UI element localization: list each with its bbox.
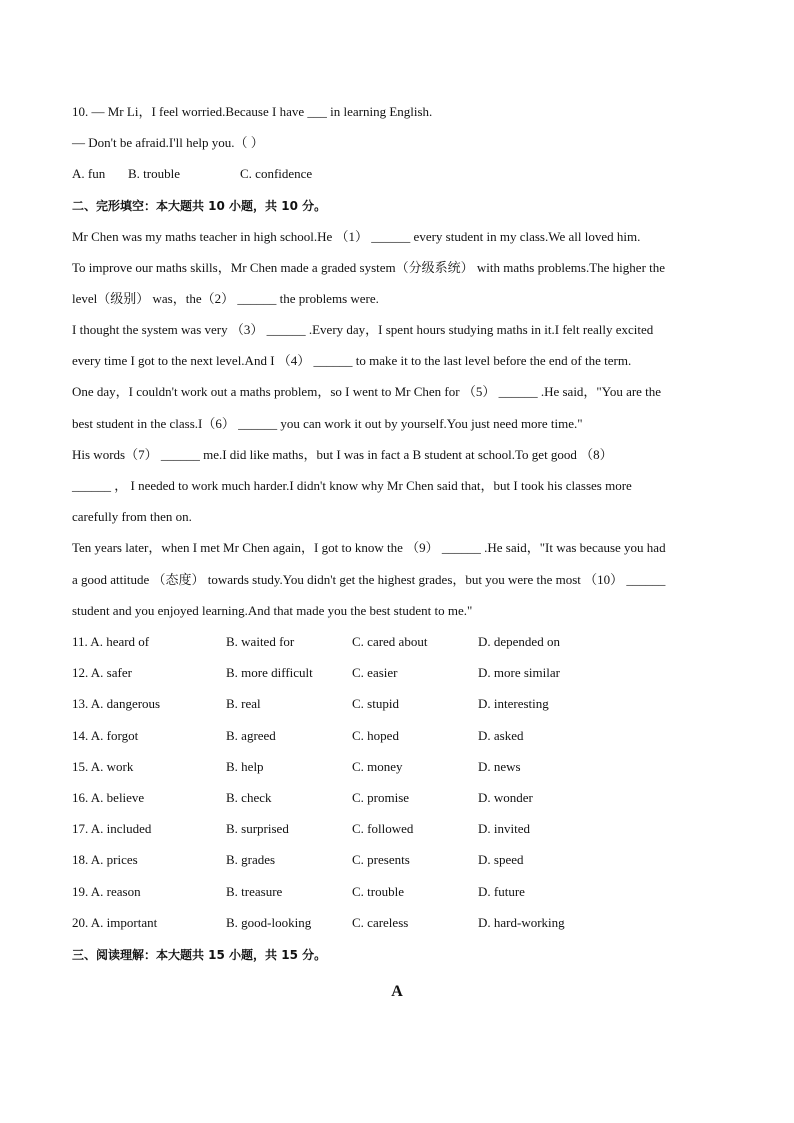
option-b: B. waited for	[226, 634, 295, 649]
passage-line: I thought the system was very （3） ______ .Every day，I spent hours studying maths in it.I felt really excited	[72, 322, 654, 337]
q10-response: — Don't be afraid.I'll help you.（ ）	[72, 135, 264, 150]
passage-line: To improve our maths skills，Mr Chen made a graded system（分级系统） with maths problems.The higher the	[72, 260, 666, 275]
option-c: C. promise	[352, 790, 410, 805]
passage-line: student and you enjoyed learning.And that made you the best student to me."	[72, 603, 473, 618]
option-d: D. news	[478, 759, 521, 774]
option-c: C. presents	[352, 852, 410, 867]
option-b: B. grades	[226, 852, 276, 867]
option-b: B. treasure	[226, 884, 283, 899]
option-a: 19. A. reason	[72, 884, 141, 899]
passage-line: every time I got to the next level.And I （4） ______ to make it to the last level before the end of the term.	[72, 353, 632, 368]
q10-option-b: B. trouble	[128, 166, 180, 181]
passage-line: Ten years later，when I met Mr Chen again，I got to know the （9） ______ .He said，"It was because you had	[72, 540, 666, 555]
option-d: D. wonder	[478, 790, 533, 805]
option-b: B. check	[226, 790, 272, 805]
option-b: B. surprised	[226, 821, 289, 836]
option-d: D. interesting	[478, 696, 549, 711]
option-d: D. more similar	[478, 665, 560, 680]
option-c: C. trouble	[352, 884, 404, 899]
option-b: B. help	[226, 759, 264, 774]
option-b: B. more difficult	[226, 665, 313, 680]
option-c: C. followed	[352, 821, 414, 836]
passage-line: ______ ， I needed to work much harder.I didn't know why Mr Chen said that，but I took his classes more	[72, 478, 632, 493]
option-d: D. speed	[478, 852, 524, 867]
passage-line: carefully from then on.	[72, 509, 192, 524]
option-b: B. real	[226, 696, 261, 711]
option-d: D. hard-working	[478, 915, 565, 930]
option-d: D. asked	[478, 728, 524, 743]
option-a: 11. A. heard of	[72, 634, 150, 649]
passage-line: One day，I couldn't work out a maths problem，so I went to Mr Chen for （5） ______ .He said，"You are the	[72, 384, 662, 399]
section3-heading: 三、阅读理解：本大题共 15 小题，共 15 分。	[72, 948, 327, 962]
passage-line: Mr Chen was my maths teacher in high school.He （1） ______ every student in my class.We all loved him.	[72, 229, 641, 244]
passage-line: a good attitude （态度） towards study.You didn't get the highest grades，but you were the most （10） ______	[72, 572, 666, 587]
option-a: 15. A. work	[72, 759, 134, 774]
passage-line: best student in the class.I（6） ______ you can work it out by yourself.You just need more time."	[72, 416, 583, 431]
option-d: D. invited	[478, 821, 530, 836]
option-a: 18. A. prices	[72, 852, 138, 867]
option-c: C. stupid	[352, 696, 399, 711]
option-c: C. easier	[352, 665, 398, 680]
passage-a-title: A	[391, 983, 403, 1000]
option-c: C. cared about	[352, 634, 428, 649]
option-d: D. depended on	[478, 634, 560, 649]
q10-option-a: A. fun	[72, 166, 106, 181]
passage-line: level（级别） was，the（2） ______ the problems were.	[72, 291, 379, 306]
option-a: 12. A. safer	[72, 665, 132, 680]
option-a: 20. A. important	[72, 915, 158, 930]
option-b: B. agreed	[226, 728, 276, 743]
passage-line: His words（7） ______ me.I did like maths，but I was in fact a B student at school.To get good （8）	[72, 447, 613, 462]
q10-question: 10. — Mr Li，I feel worried.Because I have ___ in learning English.	[72, 104, 433, 119]
option-a: 14. A. forgot	[72, 728, 139, 743]
q10-option-c: C. confidence	[240, 166, 313, 181]
option-c: C. money	[352, 759, 403, 774]
option-a: 17. A. included	[72, 821, 152, 836]
option-d: D. future	[478, 884, 525, 899]
option-a: 13. A. dangerous	[72, 696, 161, 711]
section2-heading: 二、完形填空：本大题共 10 小题，共 10 分。	[72, 199, 327, 213]
option-b: B. good-looking	[226, 915, 312, 930]
option-c: C. hoped	[352, 728, 399, 743]
option-c: C. careless	[352, 915, 409, 930]
option-a: 16. A. believe	[72, 790, 145, 805]
